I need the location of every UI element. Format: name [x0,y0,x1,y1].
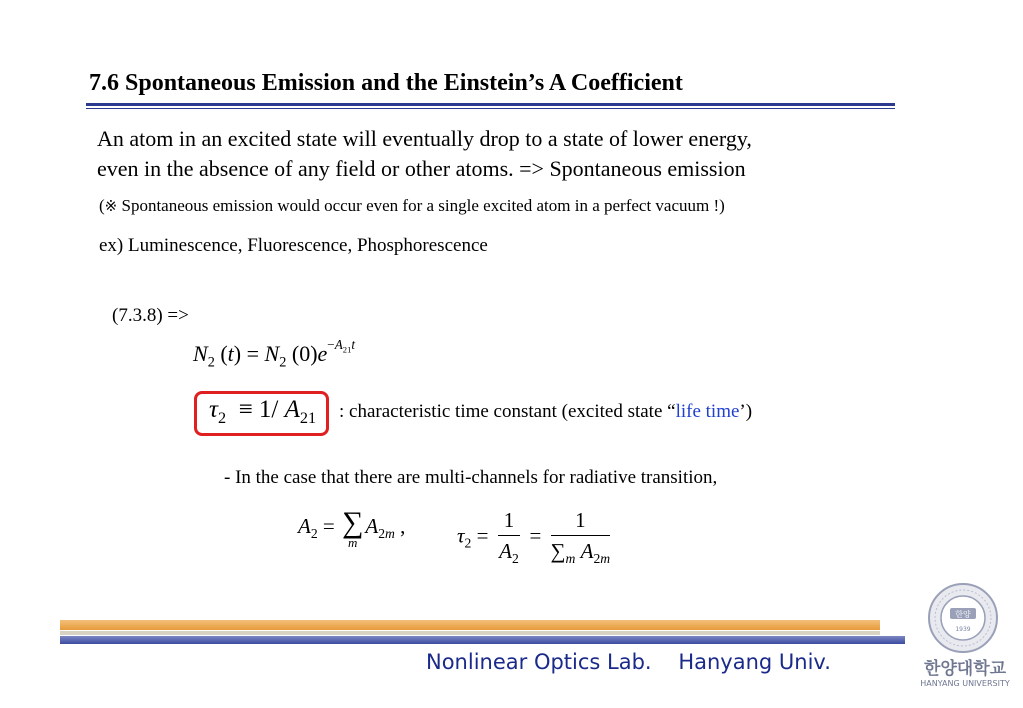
tau-description [339,401,752,423]
multi-channel-text: - In the case that there are multi-channels for radiative transition, [224,467,718,488]
multi-lifetime-equation: $\tau_2$ = $\frac{1}{A_2}$ = $\frac{1}{\sum_m A_{2m}}$ [457,508,611,567]
lifetime-equation: $\tau_2 \equiv 1/$ $A_{21}$ [209,396,317,427]
title-underline-thin [86,108,895,109]
footer-band-blue [60,636,905,644]
note-open-paren: ( [99,196,105,215]
university-logo [912,656,1018,690]
tau-description-prefix: : characteristic time constant (excited state “ [339,401,676,422]
logo-english-name: HANYANG UNIVERSITY [920,679,1010,688]
footer-band-orange [60,620,880,630]
university-seal-icon [920,582,1006,654]
intro-line-1: An atom in an excited state will eventually drop to a state of lower energy, [97,126,752,151]
tau-description-suffix: ’) [739,401,753,422]
decay-equation: $N_2$ $(t) = N_2$ $(0)e^{-A_{21}t}$ [193,337,356,371]
reference-mark-icon: ※ [104,197,118,215]
footer-text [426,650,831,674]
footer-lab: Nonlinear Optics Lab. [426,650,652,674]
life-time-highlight: life time [675,401,740,422]
footer-univ: Hanyang Univ. [678,650,831,674]
footer-band-gray [60,631,880,635]
sum-rate-equation: $A_2$ = ∑ m $A_{2m}$ , [298,506,406,550]
title-underline [86,103,895,106]
seal-center-text: 한양 [955,610,971,619]
note-text: Spontaneous emission would occur even for a single excited atom in a perfect vacuum !) [117,196,725,215]
logo-korean-name: 한양대학교 [923,659,1007,679]
intro-line-2: even in the absence of any field or other atoms. => Spontaneous emission [97,156,746,181]
slide-title: 7.6 Spontaneous Emission and the Einstein’s A Coefficient [89,70,683,96]
note [99,196,725,216]
seal-year: 1939 [955,626,971,633]
equation-reference: (7.3.8) => [112,305,189,326]
examples-line: ex) Luminescence, Fluorescence, Phosphorescence [99,235,488,256]
